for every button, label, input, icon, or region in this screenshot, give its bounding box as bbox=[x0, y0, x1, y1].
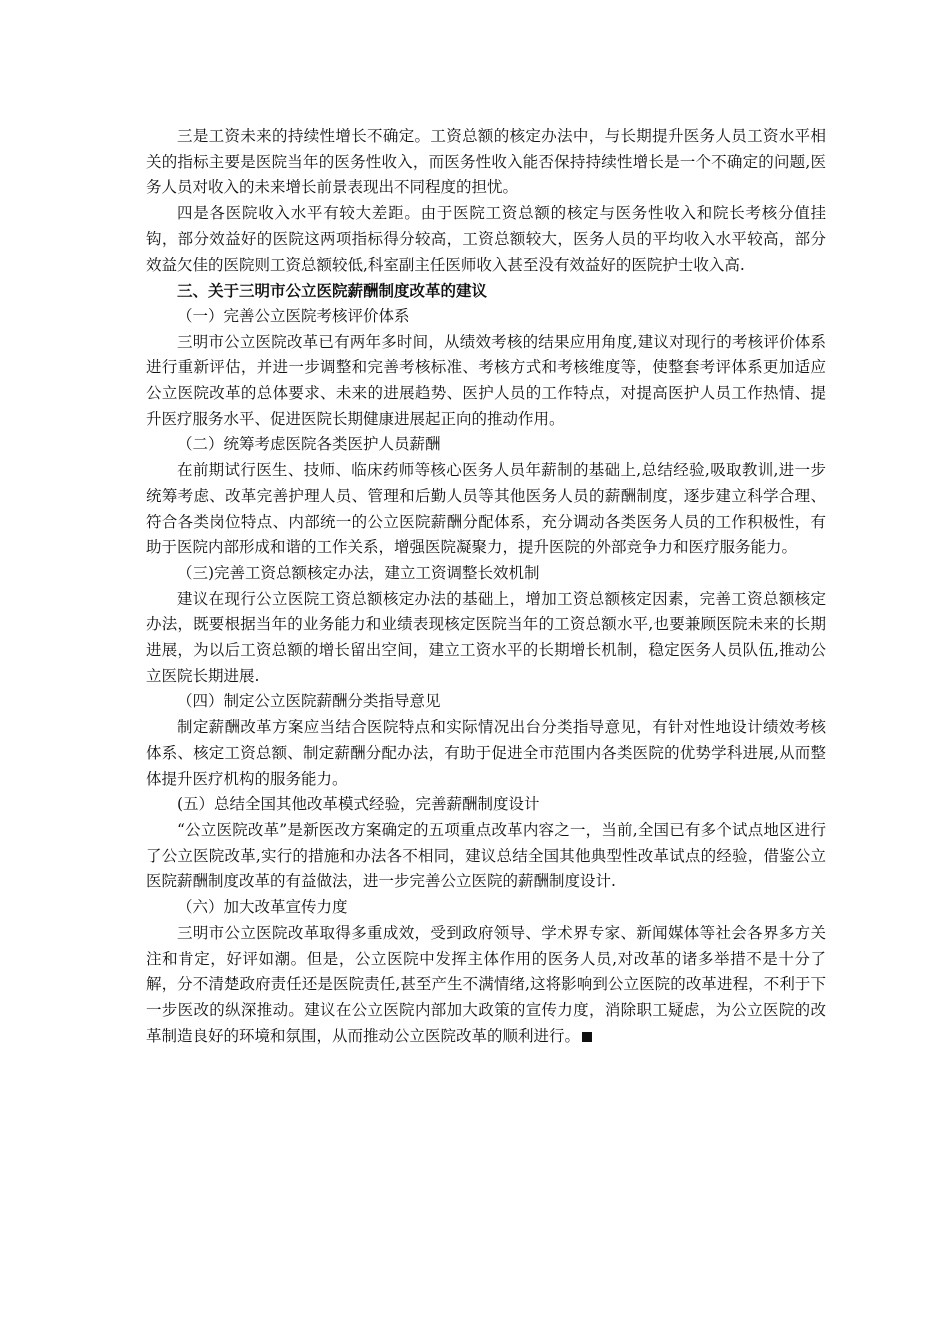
subheading-classified-guidance: （四）制定公立医院薪酬分类指导意见 bbox=[177, 692, 441, 711]
paragraph-wage-total-method: 建议在现行公立医院工资总额核定办法的基础上，增加工资总额核定因素，完善工资总额核定办法，既要根据当年的业务能力和业绩表现核定医院当年的工资总额水平,也要兼顾医院未来的长期进展，为以后工资总额的增长留出空间，建立工资水平的长期增长机制，稳定医务人员队伍,推动公立医院长期进展. bbox=[146, 589, 826, 685]
paragraph-staff-compensation: 在前期试行医生、技师、临床药师等核心医务人员年薪制的基础上,总结经验,吸取教训,进一步统筹考虑、改革完善护理人员、管理和后勤人员等其他医务人员的薪酬制度，逐步建立科学合理、符合各类岗位特点、内部统一的公立医院薪酬分配体系，充分调动各类医务人员的工作积极性，有助于医院内部形成和谐的工作关系，增强医院凝聚力，提升医院的外部竞争力和医疗服务能力。 bbox=[146, 461, 826, 557]
paragraph-income-gap: 四是各医院收入水平有较大差距。由于医院工资总额的核定与医务性收入和院长考核分值挂钩，部分效益好的医院这两项指标得分较高，工资总额较大，医务人员的平均收入水平较高，部分效益欠佳的医院则工资总额较低,科室副主任医师收入甚至没有效益好的医院护士收入高. bbox=[146, 204, 826, 274]
subheading-wage-total-method: （三)完善工资总额核定办法，建立工资调整长效机制 bbox=[177, 563, 540, 582]
document-page bbox=[146, 124, 826, 1049]
subheading-national-experience: (五）总结全国其他改革模式经验，完善薪酬制度设计 bbox=[177, 795, 540, 814]
paragraph-classified-guidance: 制定薪酬改革方案应当结合医院特点和实际情况出台分类指导意见，有针对性地设计绩效考核体系、核定工资总额、制定薪酬分配办法，有助于促进全市范围内各类医院的优势学科进展,从而整体提升医疗机构的服务能力。 bbox=[146, 718, 826, 788]
paragraph-national-experience: “公立医院改革”是新医改方案确定的五项重点改革内容之一，当前,全国已有多个试点地区进行了公立医院改革,实行的措施和办法各不相同，建议总结全国其他典型性改革试点的经验，借鉴公立医院薪酬制度改革的有益做法，进一步完善公立医院的薪酬制度设计. bbox=[146, 820, 826, 891]
end-of-article-square-icon bbox=[582, 1032, 592, 1042]
paragraph-wage-growth-uncertain: 三是工资未来的持续性增长不确定。工资总额的核定办法中，与长期提升医务人员工资水平相关的指标主要是医院当年的医务性收入，而医务性收入能否保持持续性增长是一个不确定的问题,医务人员对收入的未来增长前景表现出不同程度的担忧。 bbox=[146, 127, 826, 197]
paragraph-publicity-text: 三明市公立医院改革取得多重成效，受到政府领导、学术界专家、新闻媒体等社会各界多方关注和肯定，好评如潮。但是，公立医院中发挥主体作用的医务人员,对改革的诸多举措不是十分了解，分不清楚政府责任还是医院责任,甚至产生不满情绪,这将影响到公立医院的改革进程，不利于下一步医改的纵深推动。建议在公立医院内部加大政策的宣传力度，消除职工疑虑，为公立医院的改革制造良好的环境和氛围，从而推动公立医院改革的顺利进行。 bbox=[146, 923, 826, 1045]
section-heading-recommendations: 三、关于三明市公立医院薪酬制度改革的建议 bbox=[177, 281, 488, 301]
paragraph-publicity bbox=[146, 921, 826, 1050]
paragraph-evaluation-system: 三明市公立医院改革已有两年多时间，从绩效考核的结果应用角度,建议对现行的考核评价体系进行重新评估，并进一步调整和完善考核标准、考核方式和考核维度等，使整套考评体系更加适应公立医院改革的总体要求、未来的进展趋势、医护人员的工作特点，对提高医护人员工作热情、提升医疗服务水平、促进医院长期健康进展起正向的推动作用。 bbox=[146, 332, 826, 428]
subheading-evaluation-system: （一）完善公立医院考核评价体系 bbox=[177, 306, 410, 325]
subheading-staff-compensation: （二）统筹考虑医院各类医护人员薪酬 bbox=[177, 435, 441, 454]
subheading-publicity: （六）加大改革宣传力度 bbox=[177, 898, 348, 917]
